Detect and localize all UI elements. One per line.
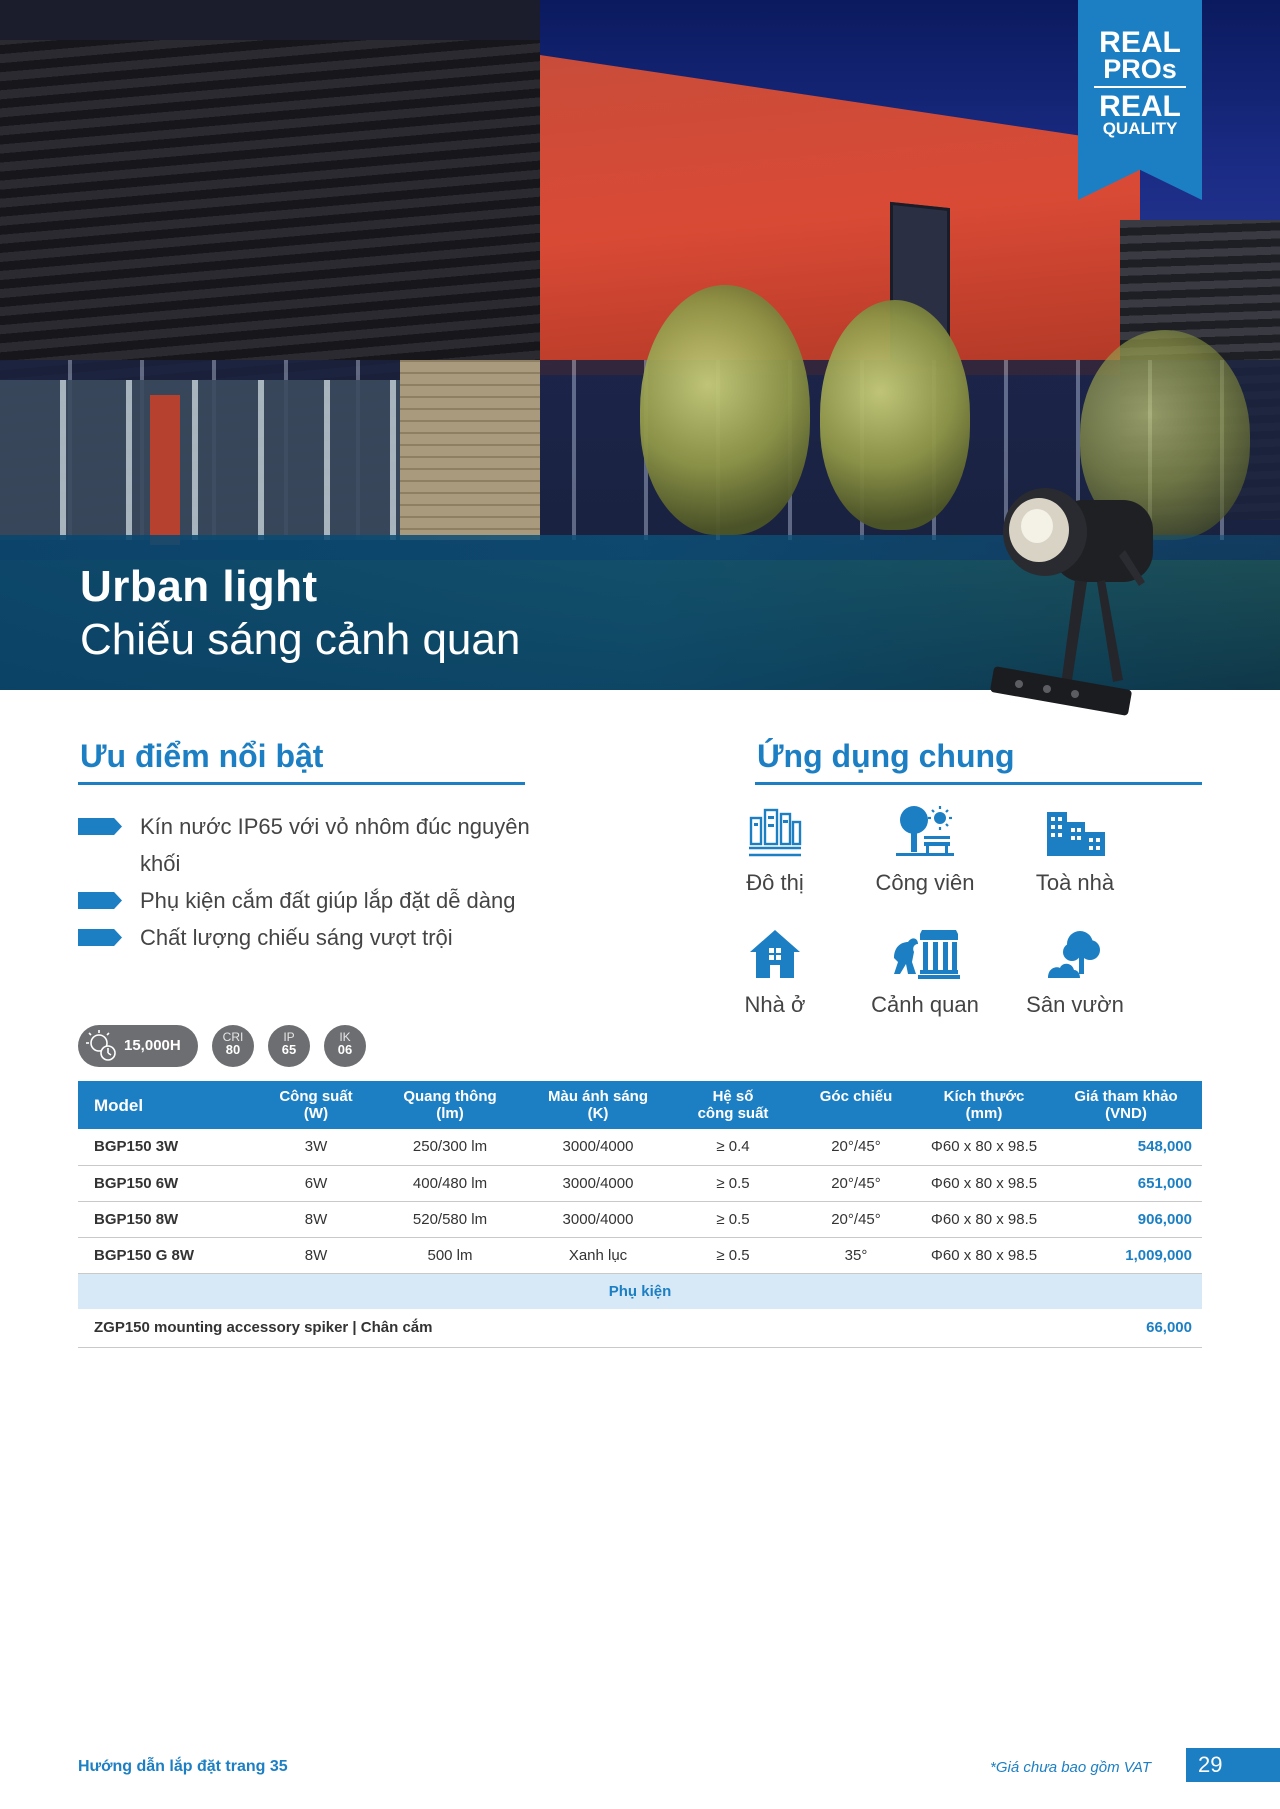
stone-column bbox=[400, 360, 540, 540]
cell-color: Xanh lục bbox=[524, 1237, 672, 1273]
cell-flux: 400/480 lm bbox=[376, 1165, 524, 1201]
ip-badge bbox=[268, 1025, 310, 1067]
lifetime-value: 15,000H bbox=[124, 1037, 181, 1054]
badge-line-2: PROs bbox=[1103, 54, 1177, 84]
col-header-model: Model bbox=[78, 1081, 256, 1129]
app-label: Sân vườn bbox=[1026, 992, 1124, 1017]
table-row bbox=[78, 1237, 1202, 1273]
spotlight-product-image bbox=[975, 470, 1175, 730]
cell-model: BGP150 6W bbox=[78, 1165, 256, 1201]
cell-model: BGP150 G 8W bbox=[78, 1237, 256, 1273]
app-item-landscape bbox=[850, 928, 1000, 1018]
landscape-icon bbox=[890, 928, 960, 980]
cell-angle: 35° bbox=[794, 1237, 918, 1273]
advantages-heading: Ưu điểm nổi bật bbox=[80, 738, 324, 774]
cell-power: 3W bbox=[256, 1129, 376, 1165]
table-row bbox=[78, 1201, 1202, 1237]
cell-accessory-price: 66,000 bbox=[1050, 1309, 1202, 1347]
ik-value: 06 bbox=[337, 1042, 353, 1057]
building-roof bbox=[0, 0, 540, 40]
ik-badge bbox=[324, 1025, 366, 1067]
tree bbox=[640, 285, 810, 535]
app-label: Cảnh quan bbox=[871, 992, 979, 1017]
accessory-heading: Phụ kiện bbox=[78, 1273, 1202, 1309]
cell-price: 1,009,000 bbox=[1050, 1237, 1202, 1273]
city-icon bbox=[747, 806, 803, 858]
table-row bbox=[78, 1129, 1202, 1165]
app-item-urban bbox=[700, 806, 850, 896]
cell-model: BGP150 8W bbox=[78, 1201, 256, 1237]
applications-heading: Ứng dụng chung bbox=[757, 738, 1015, 774]
col-header-color: Màu ánh sáng (K) bbox=[524, 1081, 672, 1129]
cell-flux: 520/580 lm bbox=[376, 1201, 524, 1237]
garden-icon bbox=[1046, 928, 1104, 980]
lifetime-clock-icon bbox=[84, 1029, 118, 1063]
advantages-list bbox=[78, 808, 558, 956]
product-table bbox=[78, 1081, 1202, 1348]
cell-power-factor: ≥ 0.5 bbox=[672, 1237, 794, 1273]
hero-title-vn: Chiếu sáng cảnh quan bbox=[80, 615, 521, 664]
cell-color: 3000/4000 bbox=[524, 1201, 672, 1237]
list-item bbox=[78, 919, 558, 956]
applications-grid bbox=[740, 800, 1200, 1030]
building-icon bbox=[1043, 808, 1107, 858]
badge-ribbon-tail bbox=[1078, 145, 1202, 200]
house-icon bbox=[748, 928, 802, 980]
cell-power: 6W bbox=[256, 1165, 376, 1201]
arrow-icon bbox=[78, 892, 122, 909]
col-header-size: Kích thước (mm) bbox=[918, 1081, 1050, 1129]
ip-label: IP bbox=[283, 1030, 295, 1044]
page-number: 29 bbox=[1186, 1748, 1280, 1782]
cell-angle: 20°/45° bbox=[794, 1165, 918, 1201]
badge-line-3: REAL bbox=[1099, 90, 1181, 123]
app-item-garden bbox=[1000, 928, 1150, 1018]
list-item bbox=[78, 882, 558, 919]
cri-badge bbox=[212, 1025, 254, 1067]
cell-size: Φ60 x 80 x 98.5 bbox=[918, 1165, 1050, 1201]
cri-label: CRI bbox=[222, 1030, 244, 1044]
table-header-row bbox=[78, 1081, 1202, 1129]
cell-size: Φ60 x 80 x 98.5 bbox=[918, 1129, 1050, 1165]
list-item-text: Kín nước IP65 với vỏ nhôm đúc nguyên khối bbox=[140, 814, 530, 876]
cell-accessory-name: ZGP150 mounting accessory spiker | Chân cắm bbox=[78, 1309, 1050, 1347]
cri-value: 80 bbox=[225, 1042, 241, 1057]
app-label: Đô thị bbox=[746, 870, 804, 895]
col-header-angle: Góc chiếu bbox=[794, 1081, 918, 1129]
badge-line-4: QUALITY bbox=[1102, 119, 1178, 138]
list-item bbox=[78, 808, 558, 882]
cell-color: 3000/4000 bbox=[524, 1129, 672, 1165]
cell-size: Φ60 x 80 x 98.5 bbox=[918, 1201, 1050, 1237]
badge-divider bbox=[1094, 86, 1186, 88]
col-header-power: Công suất (W) bbox=[256, 1081, 376, 1129]
cell-angle: 20°/45° bbox=[794, 1201, 918, 1237]
list-item-text: Phụ kiện cắm đất giúp lắp đặt dễ dàng bbox=[140, 888, 516, 913]
table-row bbox=[78, 1165, 1202, 1201]
cell-flux: 500 lm bbox=[376, 1237, 524, 1273]
red-pillar bbox=[150, 395, 180, 545]
app-item-park bbox=[850, 804, 1000, 896]
tree bbox=[820, 300, 970, 530]
arrow-icon bbox=[78, 818, 122, 835]
cell-color: 3000/4000 bbox=[524, 1165, 672, 1201]
applications-rule bbox=[755, 782, 1202, 785]
cell-price: 548,000 bbox=[1050, 1129, 1202, 1165]
cell-power-factor: ≥ 0.4 bbox=[672, 1129, 794, 1165]
ik-label: IK bbox=[339, 1030, 351, 1044]
advantages-rule bbox=[78, 782, 525, 785]
glass-windows-left bbox=[0, 380, 400, 540]
table-row bbox=[78, 1309, 1202, 1347]
col-header-power-factor: Hệ số công suất bbox=[672, 1081, 794, 1129]
cell-power-factor: ≥ 0.5 bbox=[672, 1201, 794, 1237]
vat-note: *Giá chưa bao gồm VAT bbox=[990, 1759, 1151, 1776]
cell-model: BGP150 3W bbox=[78, 1129, 256, 1165]
app-item-residential bbox=[700, 928, 850, 1018]
accessory-subheader-row bbox=[78, 1273, 1202, 1309]
install-guide-link[interactable]: Hướng dẫn lắp đặt trang 35 bbox=[78, 1758, 288, 1775]
app-item-building bbox=[1000, 808, 1150, 896]
list-item-text: Chất lượng chiếu sáng vượt trội bbox=[140, 925, 453, 950]
cell-power: 8W bbox=[256, 1237, 376, 1273]
cell-price: 651,000 bbox=[1050, 1165, 1202, 1201]
real-pros-badge bbox=[1078, 0, 1202, 200]
badge-line-1: REAL bbox=[1099, 26, 1181, 59]
col-header-flux: Quang thông (lm) bbox=[376, 1081, 524, 1129]
app-label: Công viên bbox=[875, 870, 975, 895]
col-header-price: Giá tham khảo (VND) bbox=[1050, 1081, 1202, 1129]
cell-size: Φ60 x 80 x 98.5 bbox=[918, 1237, 1050, 1273]
cell-price: 906,000 bbox=[1050, 1201, 1202, 1237]
cell-power: 8W bbox=[256, 1201, 376, 1237]
app-label: Nhà ở bbox=[744, 992, 806, 1017]
hero-title-en: Urban light bbox=[80, 562, 318, 611]
ip-value: 65 bbox=[281, 1042, 297, 1057]
park-icon bbox=[894, 804, 956, 858]
cell-flux: 250/300 lm bbox=[376, 1129, 524, 1165]
red-facade bbox=[540, 55, 1140, 375]
cell-angle: 20°/45° bbox=[794, 1129, 918, 1165]
arrow-icon bbox=[78, 929, 122, 946]
app-label: Toà nhà bbox=[1035, 870, 1115, 895]
lifetime-badge bbox=[78, 1025, 198, 1067]
cell-power-factor: ≥ 0.5 bbox=[672, 1165, 794, 1201]
